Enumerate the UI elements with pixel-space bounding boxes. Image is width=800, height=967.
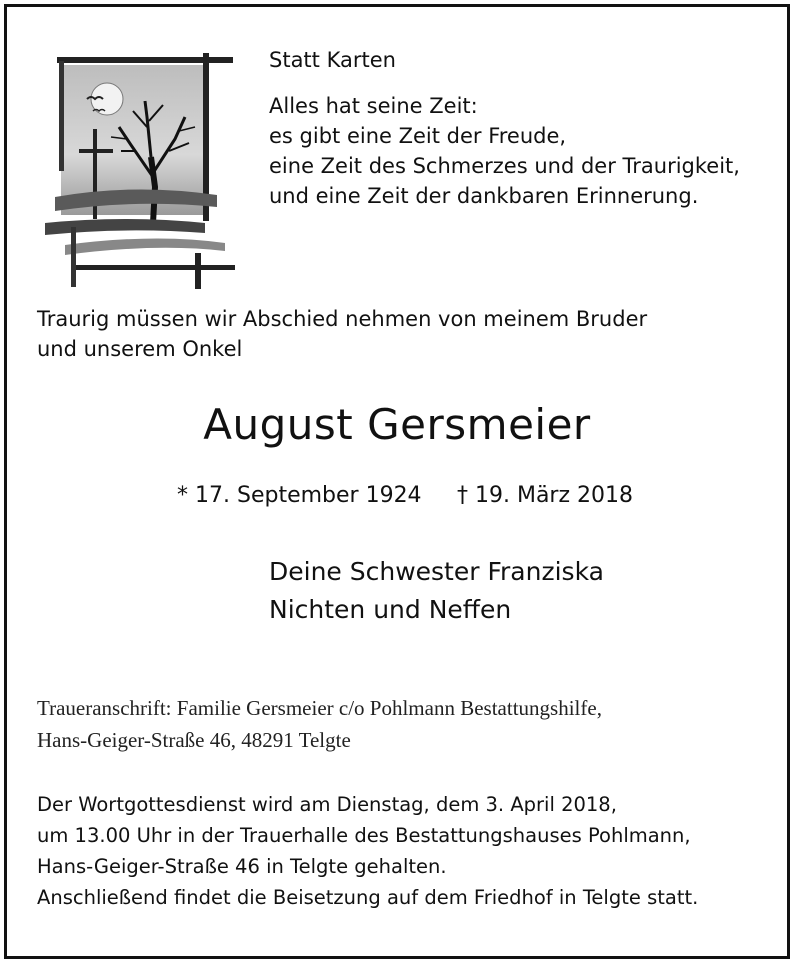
verse-block — [269, 45, 740, 211]
tree-cross-artwork — [35, 47, 245, 289]
verse-line: eine Zeit des Schmerzes und der Traurigkeit, — [269, 154, 740, 178]
announcement-text — [37, 304, 647, 364]
birth-date: * 17. September 1924 — [177, 483, 422, 508]
address-line: Hans-Geiger-Straße 46, 48291 Telgte — [37, 728, 351, 752]
service-line: Hans-Geiger-Straße 46 in Telgte gehalten. — [37, 855, 447, 878]
obituary-notice — [4, 4, 790, 959]
death-date: † 19. März 2018 — [457, 483, 634, 508]
service-line: Anschließend findet die Beisetzung auf dem Friedhof in Telgte statt. — [37, 886, 699, 909]
address-line: Traueranschrift: Familie Gersmeier c/o Pohlmann Bestattungshilfe, — [37, 696, 602, 720]
service-details — [37, 789, 698, 913]
mourning-address — [37, 692, 602, 756]
statt-karten: Statt Karten — [269, 48, 396, 72]
service-line: Der Wortgottesdienst wird am Dienstag, dem 3. April 2018, — [37, 793, 617, 816]
deceased-name: August Gersmeier — [203, 400, 591, 449]
mourners-block — [269, 553, 604, 629]
announcement-line: Traurig müssen wir Abschied nehmen von meinem Bruder — [37, 307, 648, 331]
verse-line: Alles hat seine Zeit: — [269, 94, 478, 118]
mourner-line: Deine Schwester Franziska — [269, 557, 604, 586]
verse-line: und eine Zeit der dankbaren Erinnerung. — [269, 184, 699, 208]
announcement-line: und unserem Onkel — [37, 337, 243, 361]
verse-line: es gibt eine Zeit der Freude, — [269, 124, 567, 148]
service-line: um 13.00 Uhr in der Trauerhalle des Bestattungshauses Pohlmann, — [37, 824, 691, 847]
mourner-line: Nichten und Neffen — [269, 595, 512, 624]
